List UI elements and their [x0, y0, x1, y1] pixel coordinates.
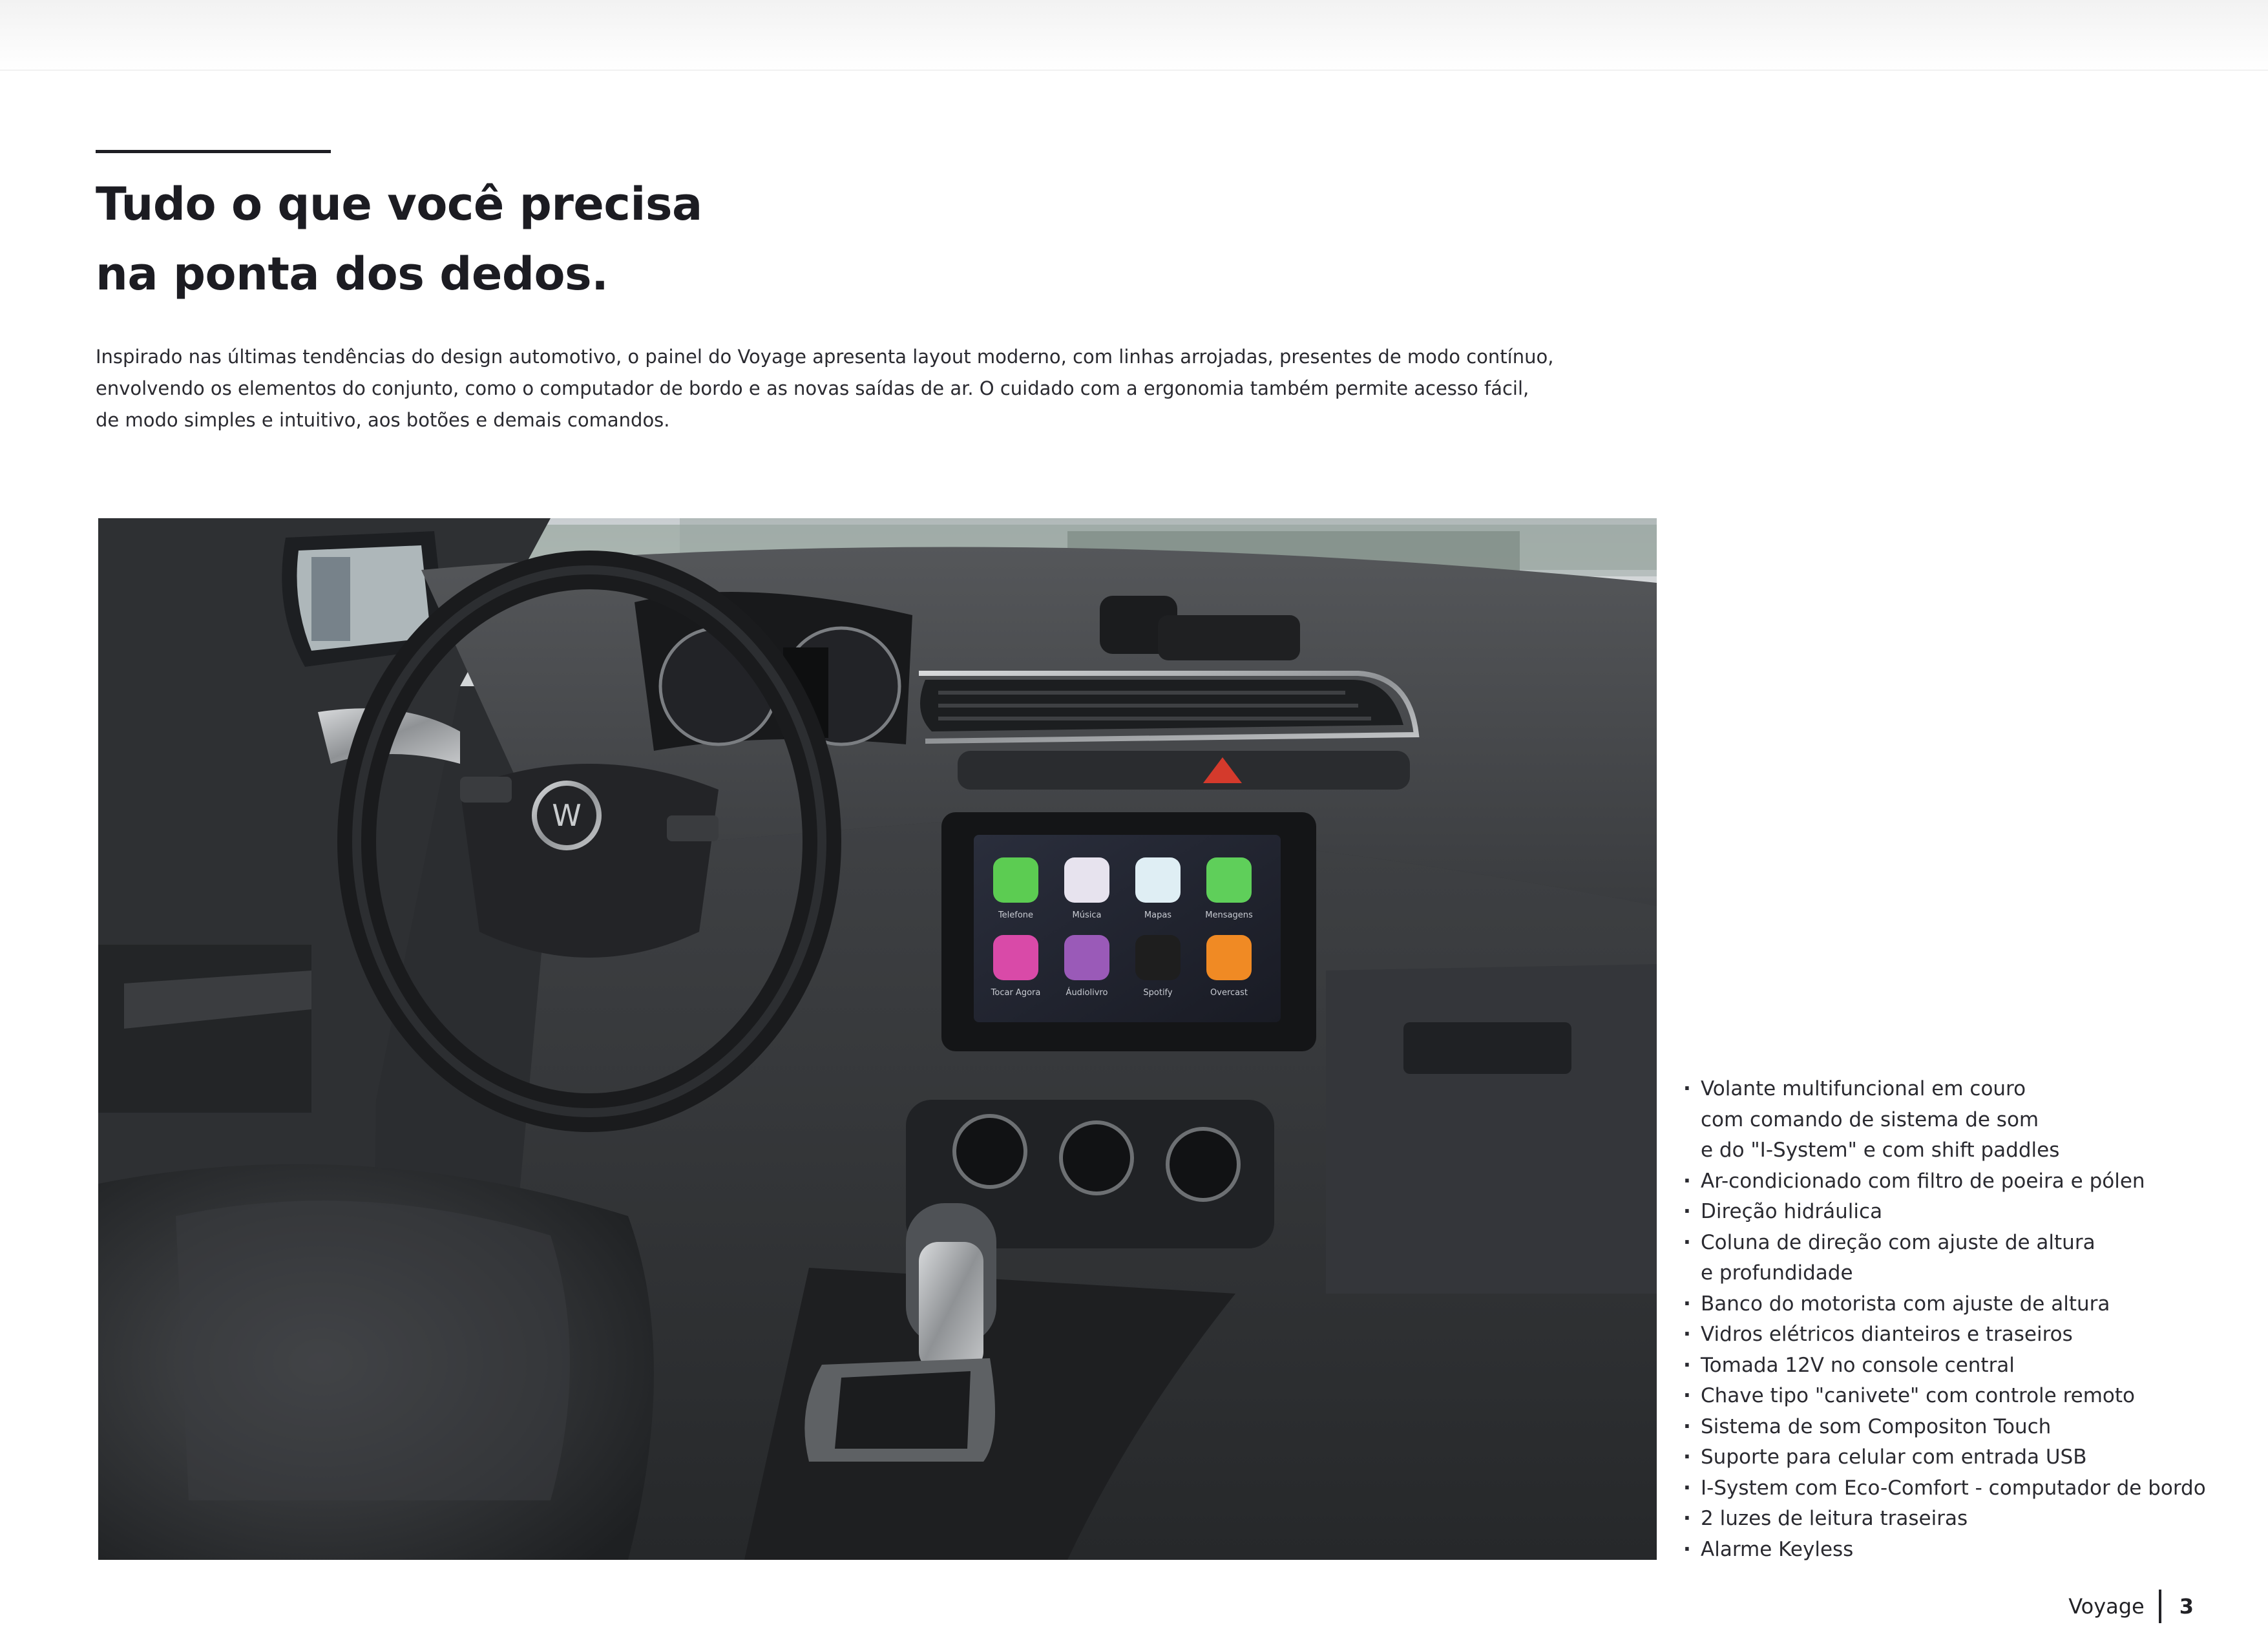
- feature-text: · Direção hidráulica: [1701, 1200, 1883, 1223]
- page-title: [96, 169, 702, 309]
- feature-text: · Coluna de direção com ajuste de altura: [1701, 1230, 2095, 1254]
- feature-text: · Alarme Keyless: [1701, 1537, 1854, 1561]
- feature-item: [1683, 1504, 2206, 1535]
- feature-item: [1683, 1350, 2206, 1381]
- intro-line-1: Inspirado nas últimas tendências do design automotivo, o painel do Voyage apresenta layout moderno, com linhas arrojadas, presentes de modo contínuo,: [96, 346, 1554, 368]
- feature-item: [1683, 1319, 2206, 1350]
- feature-item: [1683, 1228, 2206, 1289]
- feature-list: [1683, 1074, 2206, 1565]
- feature-item: [1683, 1412, 2206, 1443]
- app-label: Overcast: [1210, 988, 1248, 998]
- title-line-1: Tudo o que você precisa: [96, 178, 702, 231]
- feature-item: [1683, 1442, 2206, 1473]
- feature-text: · Tomada 12V no console central: [1701, 1353, 2015, 1377]
- app-label: Spotify: [1143, 988, 1173, 998]
- svg-text:W: W: [552, 798, 582, 833]
- messages-icon: [1205, 857, 1253, 920]
- intro-paragraph: [96, 341, 1553, 436]
- play-icon: [991, 935, 1041, 998]
- scan-edge: [0, 0, 2268, 70]
- app-label: Telefone: [998, 910, 1034, 920]
- feature-item: [1683, 1535, 2206, 1566]
- feature-text-continued: com comando de sistema de som: [1701, 1108, 2039, 1131]
- feature-text-continued: e profundidade: [1701, 1261, 1853, 1285]
- page-number: 3: [2179, 1594, 2194, 1619]
- feature-text: · Banco do motorista com ajuste de altura: [1701, 1292, 2110, 1316]
- feature-text: · I-System com Eco-Comfort - computador de bordo: [1701, 1476, 2206, 1500]
- feature-text: · Suporte para celular com entrada USB: [1701, 1445, 2087, 1469]
- feature-text: · Chave tipo "canivete" com controle remoto: [1701, 1384, 2136, 1407]
- app-label: Mapas: [1144, 910, 1172, 920]
- feature-item: [1683, 1381, 2206, 1412]
- app-label: Tocar Agora: [991, 988, 1041, 998]
- audiobook-icon: [1064, 935, 1109, 998]
- footer-brand: Voyage: [2068, 1594, 2145, 1619]
- dashboard-photo: [98, 518, 1657, 1560]
- feature-item: [1683, 1197, 2206, 1228]
- feature-item: [1683, 1289, 2206, 1320]
- footer-divider: [2159, 1590, 2161, 1623]
- app-label: Música: [1072, 910, 1102, 920]
- feature-text: · Volante multifuncional em couro: [1701, 1077, 2026, 1100]
- phone-icon: [993, 857, 1038, 920]
- app-label: Áudiolivro: [1066, 988, 1108, 998]
- intro-line-2: envolvendo os elementos do conjunto, como o computador de bordo e as novas saídas de ar. O cuidado com a ergonomia também permite acesso fácil,: [96, 377, 1529, 399]
- feature-text: · 2 luzes de leitura traseiras: [1701, 1507, 1968, 1530]
- feature-text-continued: e do "I-System" e com shift paddles: [1701, 1139, 2060, 1162]
- feature-text: · Vidros elétricos dianteiros e traseiros: [1701, 1323, 2073, 1346]
- feature-text: · Ar-condicionado com filtro de poeira e pólen: [1701, 1169, 2145, 1193]
- feature-item: [1683, 1166, 2206, 1197]
- feature-item: [1683, 1473, 2206, 1504]
- page-footer: [2068, 1590, 2194, 1623]
- title-line-2: na ponta dos dedos.: [96, 247, 609, 300]
- intro-line-3: de modo simples e intuitivo, aos botões e demais comandos.: [96, 409, 670, 431]
- heading-rule: [96, 150, 331, 153]
- app-label: Mensagens: [1205, 910, 1253, 920]
- feature-item: [1683, 1074, 2206, 1166]
- overcast-icon: [1206, 935, 1252, 998]
- feature-text: · Sistema de som Compositon Touch: [1701, 1414, 2052, 1438]
